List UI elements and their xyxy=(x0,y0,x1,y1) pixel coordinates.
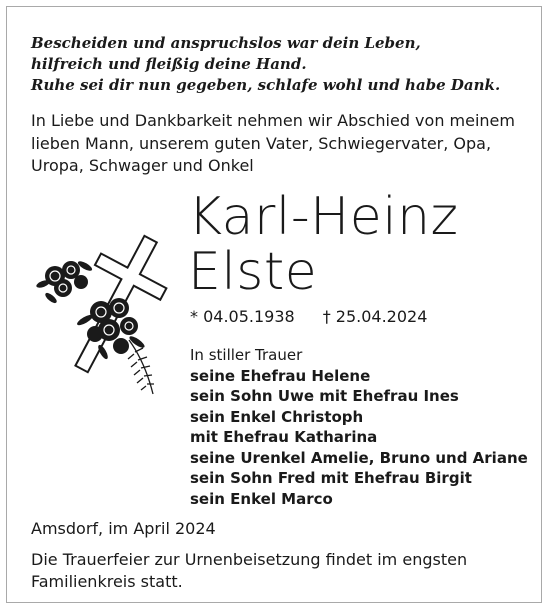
deceased-last-name: Elste xyxy=(188,242,318,302)
mourner-line: sein Enkel Christoph xyxy=(190,407,364,426)
mourners-heading: In stiller Trauer xyxy=(190,346,303,364)
mourner-line: seine Ehefrau Helene xyxy=(190,366,371,385)
life-dates xyxy=(190,307,427,326)
poem-line: Bescheiden und anspruchslos war dein Leben, xyxy=(31,34,421,52)
intro-line: Uropa, Schwager und Onkel xyxy=(31,156,254,175)
deceased-name xyxy=(188,187,459,302)
service-line: Familienkreis statt. xyxy=(31,572,183,591)
poem-line: hilfreich und fleißig deine Hand. xyxy=(31,55,307,73)
birth-date: * 04.05.1938 xyxy=(190,307,295,326)
mourner-line: sein Sohn Uwe mit Ehefrau Ines xyxy=(190,387,459,405)
mourner-line: sein Enkel Marco xyxy=(190,489,333,508)
mourner-line: seine Urenkel Amelie, Bruno und Ariane xyxy=(190,448,528,467)
mourners-list xyxy=(190,345,550,509)
intro-line: In Liebe und Dankbarkeit nehmen wir Abschied von meinem xyxy=(31,111,515,130)
mourner-line: sein Sohn Fred mit Ehefrau Birgit xyxy=(190,469,472,487)
intro-text xyxy=(31,110,531,178)
deceased-first-name: Karl-Heinz xyxy=(188,187,459,247)
obituary-notice xyxy=(6,6,542,603)
death-date: † 25.04.2024 xyxy=(322,307,428,326)
service-note xyxy=(31,549,531,593)
mourner-line: mit Ehefrau Katharina xyxy=(190,428,378,446)
place-date: Amsdorf, im April 2024 xyxy=(31,519,216,538)
cross-with-roses-icon xyxy=(33,222,173,402)
poem-line: Ruhe sei dir nun gegeben, schlafe wohl und habe Dank. xyxy=(31,76,501,94)
service-line: Die Trauerfeier zur Urnenbeisetzung findet im engsten xyxy=(31,550,468,569)
poem xyxy=(31,33,531,96)
intro-line: lieben Mann, unserem guten Vater, Schwiegervater, Opa, xyxy=(31,133,492,153)
